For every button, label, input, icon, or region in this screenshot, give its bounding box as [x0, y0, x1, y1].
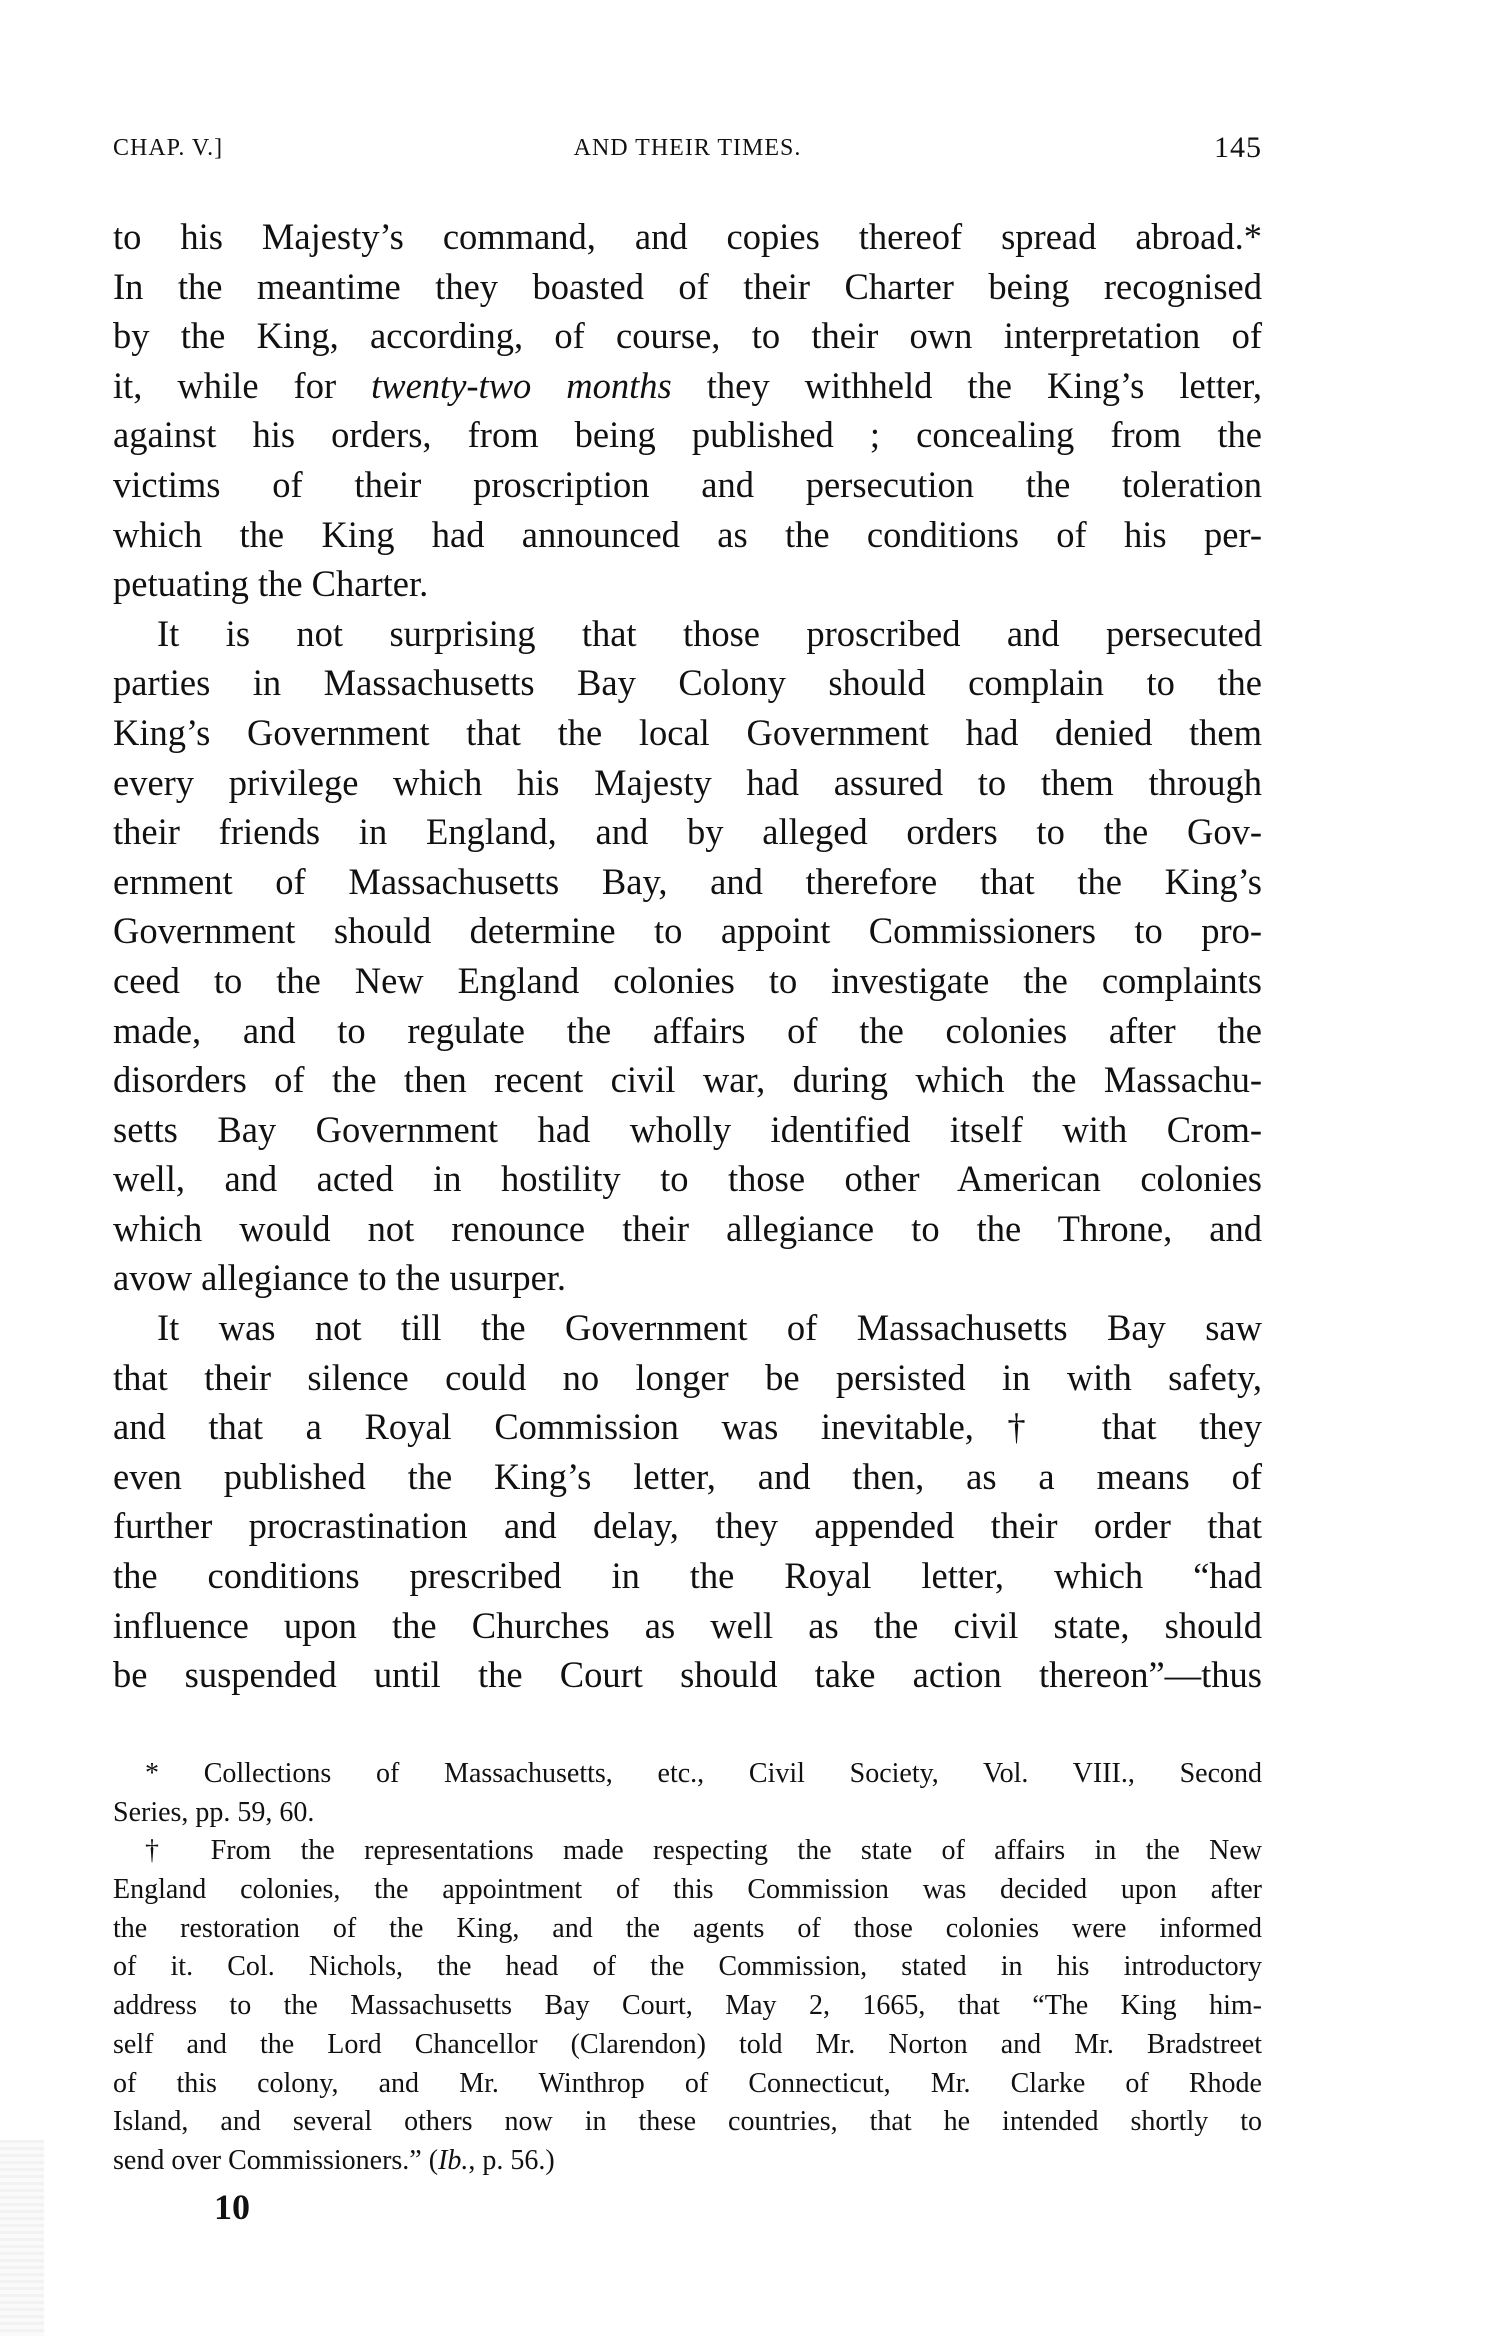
text-line: further procrastination and delay, they appended their order that: [113, 1505, 1262, 1547]
text-line: it, while for twenty-two months they withheld the King’s letter,: [113, 364, 1263, 406]
footnote-line: send over Commissioners.” (Ib., p. 56.): [113, 2144, 555, 2176]
footnotes: [113, 1755, 1262, 2181]
text-line: influence upon the Churches as well as the civil state, should: [113, 1604, 1262, 1646]
text-line: petuating the Charter.: [113, 563, 429, 605]
footnote-line: England colonies, the appointment of this Commission was decided upon after: [113, 1874, 1262, 1906]
running-header: [113, 131, 1262, 175]
text-line: Government should determine to appoint Commissioners to pro-: [113, 910, 1262, 952]
text-line: parties in Massachusetts Bay Colony should complain to the: [113, 662, 1262, 704]
body-text: [113, 212, 1262, 1700]
footnote-line: address to the Massachusetts Bay Court, May 2, 1665, that “The King him-: [113, 1990, 1262, 2022]
text-line: In the meantime they boasted of their Charter being recognised: [113, 265, 1262, 307]
text-line: ceed to the New England colonies to investigate the complaints: [113, 959, 1262, 1001]
text-line: It was not till the Government of Massachusetts Bay saw: [157, 1307, 1262, 1349]
text-line: and that a Royal Commission was inevitable,† that they: [113, 1406, 1262, 1448]
text-line: well, and acted in hostility to those other American colonies: [113, 1158, 1262, 1200]
footnote-line: Island, and several others now in these countries, that he intended shortly to: [113, 2106, 1262, 2138]
text-line: disorders of the then recent civil war, during which the Massachu-: [113, 1059, 1262, 1101]
text-line: King’s Government that the local Government had denied them: [113, 711, 1262, 753]
chapter-label: CHAP. V.]: [113, 135, 224, 161]
text-line: made, and to regulate the affairs of the colonies after the: [113, 1009, 1262, 1051]
text-line: It is not surprising that those proscribed and persecuted: [157, 612, 1262, 654]
footnote-line: Series, pp. 59, 60.: [113, 1796, 315, 1828]
footnote-line: † From the representations made respecting the state of affairs in the New: [145, 1835, 1262, 1867]
text-line: which the King had announced as the conditions of his per-: [113, 513, 1262, 555]
text-line: avow allegiance to the usurper.: [113, 1257, 567, 1299]
footnote-line: * Collections of Massachusetts, etc., Civil Society, Vol. VIII., Second: [145, 1758, 1262, 1789]
text-line: victims of their proscription and persecution the toleration: [113, 463, 1262, 505]
scan-edge-shadow: [0, 2140, 44, 2336]
footnote-line: self and the Lord Chancellor (Clarendon) told Mr. Norton and Mr. Bradstreet: [113, 2028, 1262, 2060]
text-line: by the King, according, of course, to their own interpretation of: [113, 315, 1262, 357]
running-title: AND THEIR TIMES.: [573, 135, 802, 161]
footnote-line: of this colony, and Mr. Winthrop of Connecticut, Mr. Clarke of Rhode: [113, 2067, 1262, 2099]
text-line: to his Majesty’s command, and copies thereof spread abroad.*: [113, 216, 1262, 257]
text-line: be suspended until the Court should take action thereon”—thus: [113, 1654, 1262, 1696]
text-line: even published the King’s letter, and then, as a means of: [113, 1455, 1262, 1497]
text-line: against his orders, from being published ; concealing from the: [113, 414, 1262, 456]
text-line: the conditions prescribed in the Royal letter, which “had: [113, 1555, 1262, 1597]
text-line: which would not renounce their allegiance to the Throne, and: [113, 1207, 1262, 1249]
footnote-line: the restoration of the King, and the agents of those colonies were informed: [113, 1912, 1262, 1944]
text-line: ernment of Massachusetts Bay, and therefore that the King’s: [113, 860, 1262, 902]
text-line: setts Bay Government had wholly identified itself with Crom-: [113, 1108, 1262, 1150]
text-line: that their silence could no longer be persisted in with safety,: [113, 1356, 1262, 1398]
footnote-line: of it. Col. Nichols, the head of the Commission, stated in his introductory: [113, 1951, 1262, 1983]
text-line: their friends in England, and by alleged orders to the Gov-: [113, 811, 1262, 853]
text-line: every privilege which his Majesty had assured to them through: [113, 761, 1262, 803]
page-number: 145: [1214, 131, 1262, 164]
signature-mark: 10: [214, 2187, 250, 2227]
